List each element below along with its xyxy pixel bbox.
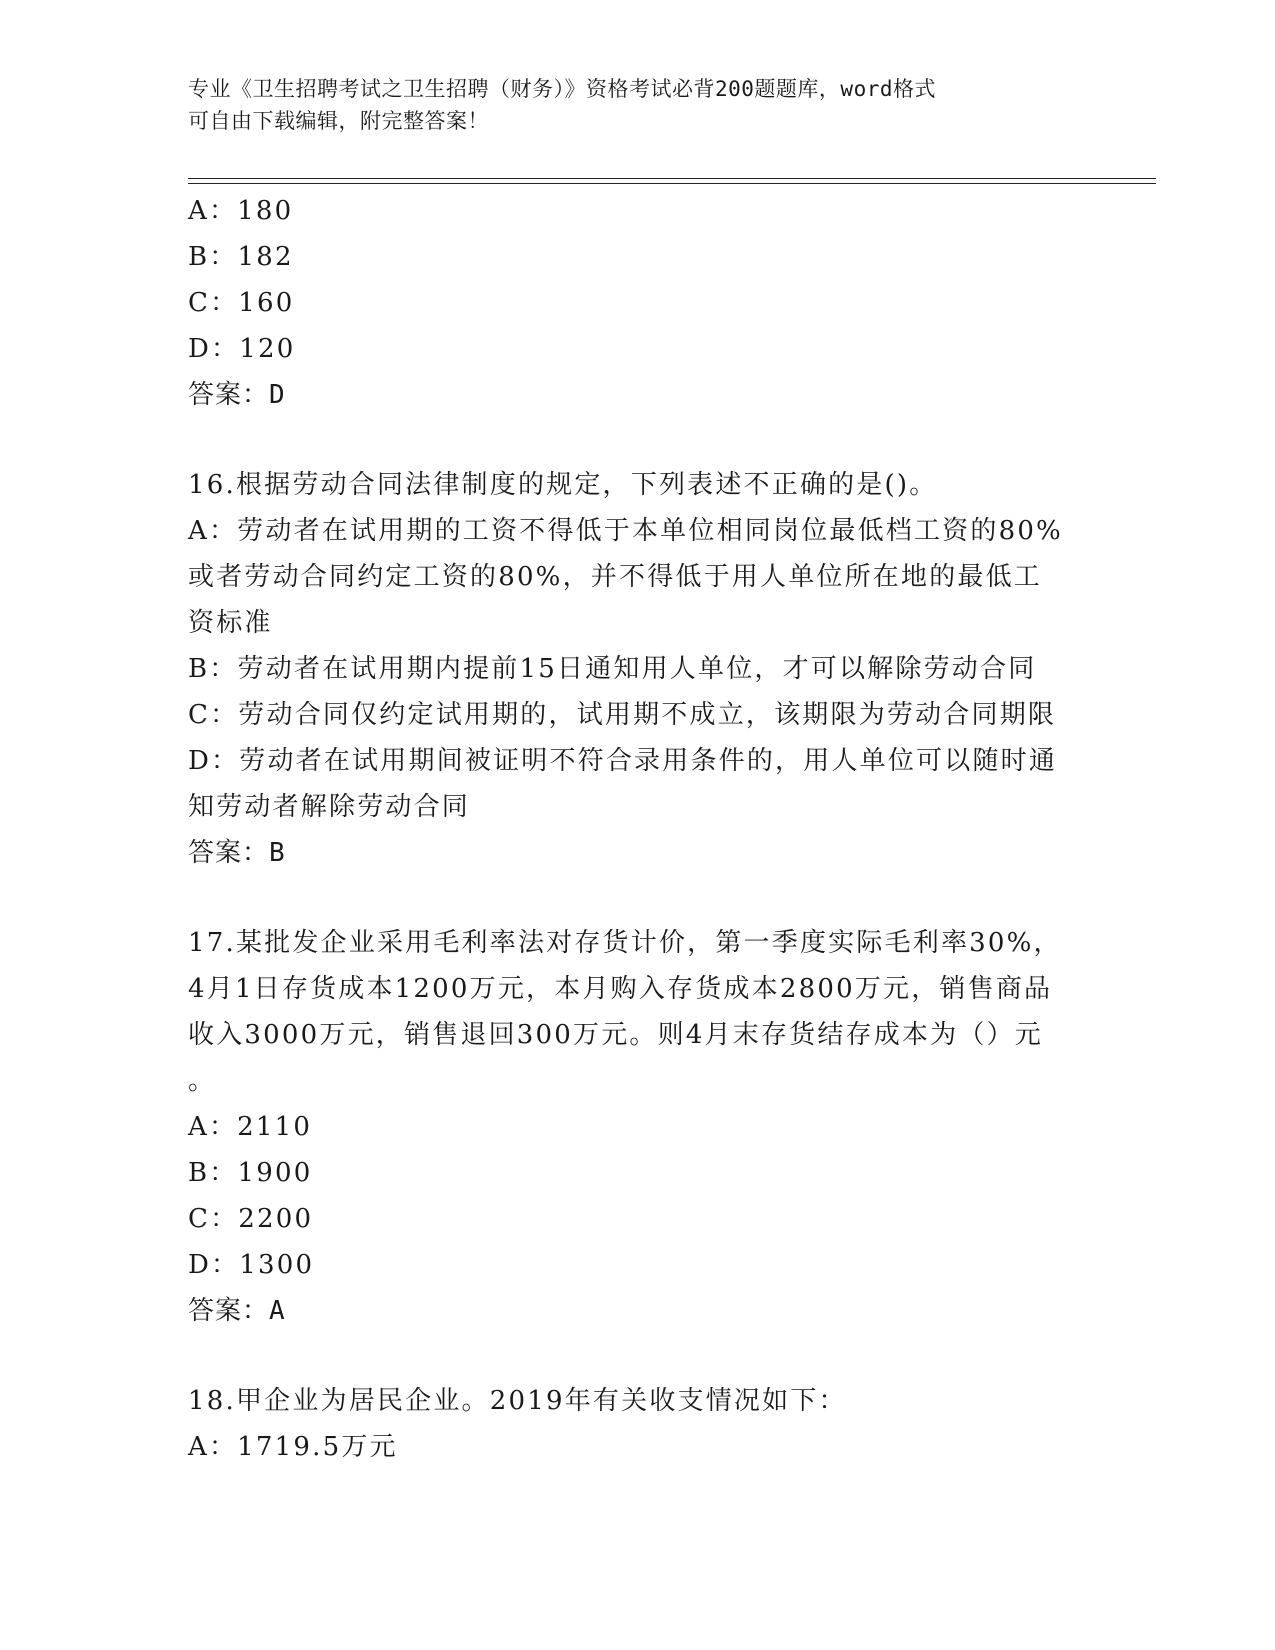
- q17-question-line-3: 收入3000万元，销售退回300万元。则4月末存货结存成本为（）元: [188, 1020, 1043, 1050]
- q17-option-b: B：1900: [188, 1158, 313, 1188]
- q16-option-b: B：劳动者在试用期内提前15日通知用人单位，才可以解除劳动合同: [188, 654, 1037, 684]
- spacer: [188, 876, 1088, 920]
- q15-option-d: D：120: [188, 334, 296, 364]
- q15-option-c: C：160: [188, 288, 295, 318]
- q18-option-a: A：1719.5万元: [188, 1432, 398, 1462]
- q17-option-c: C：2200: [188, 1204, 314, 1234]
- question-18-block: [188, 1378, 1088, 1470]
- q16-option-c: C：劳动合同仅约定试用期的，试用期不成立，该期限为劳动合同期限: [188, 700, 1057, 730]
- q17-option-d: D：1300: [188, 1250, 315, 1280]
- question-17-block: [188, 920, 1088, 1334]
- question-15-block: [188, 188, 1088, 418]
- document-header: [188, 73, 1068, 137]
- q15-option-b: B：182: [188, 242, 294, 272]
- q16-option-d-line-2: 知劳动者解除劳动合同: [188, 792, 471, 822]
- spacer: [188, 1334, 1088, 1378]
- header-divider-bottom: [188, 183, 1156, 184]
- q17-answer: 答案：A: [188, 1296, 286, 1326]
- q16-question: 16.根据劳动合同法律制度的规定，下列表述不正确的是()。: [188, 470, 938, 500]
- header-divider-top: [188, 178, 1156, 179]
- q15-option-a: A：180: [188, 196, 294, 226]
- q16-option-d-line-1: D：劳动者在试用期间被证明不符合录用条件的，用人单位可以随时通: [188, 746, 1058, 776]
- q16-option-a-line-1: A：劳动者在试用期的工资不得低于本单位相同岗位最低档工资的80%: [188, 516, 1063, 546]
- q16-option-a-line-2: 或者劳动合同约定工资的80%，并不得低于用人单位所在地的最低工: [188, 562, 1042, 592]
- q17-question-line-4: 。: [188, 1066, 217, 1096]
- q17-question-line-2: 4月1日存货成本1200万元，本月购入存货成本2800万元，销售商品: [188, 974, 1053, 1004]
- document-body: [188, 188, 1088, 1470]
- spacer: [188, 418, 1088, 462]
- q18-question: 18.甲企业为居民企业。2019年有关收支情况如下：: [188, 1386, 847, 1416]
- q15-answer: 答案：D: [188, 380, 286, 410]
- q16-answer: 答案：B: [188, 838, 286, 868]
- q17-question-line-1: 17.某批发企业采用毛利率法对存货计价，第一季度实际毛利率30%，: [188, 928, 1062, 958]
- header-title-line-2: 可自由下载编辑，附完整答案！: [188, 109, 489, 133]
- header-title-line-1: 专业《卫生招聘考试之卫生招聘（财务）》资格考试必背200题题库，word格式: [188, 77, 936, 101]
- q17-option-a: A：2110: [188, 1112, 313, 1142]
- q16-option-a-line-3: 资标准: [188, 608, 273, 638]
- question-16-block: [188, 462, 1088, 876]
